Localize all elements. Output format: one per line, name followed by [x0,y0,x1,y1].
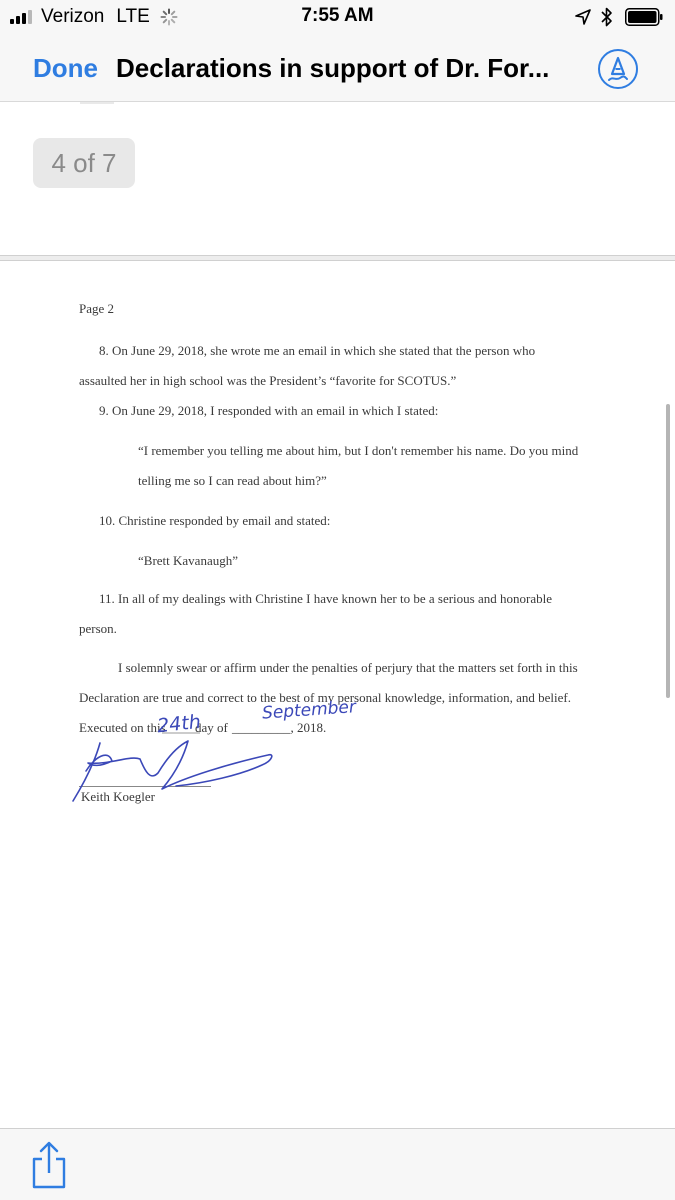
status-bar [0,0,675,34]
executed-middle: day of [195,720,228,735]
share-button[interactable] [30,1141,68,1189]
signer-name: Keith Koegler [81,789,156,804]
network-type: LTE [116,6,150,27]
paragraph-11-line-1: 11. In all of my dealings with Christine I have known her to be a serious and honorable [99,591,552,606]
done-button[interactable]: Done [33,53,98,83]
share-icon [30,1141,68,1189]
document-viewport[interactable] [0,102,675,1128]
paragraph-10: 10. Christine responded by email and stated: [99,513,331,528]
executed-prefix: Executed on this [79,720,166,735]
markup-pen-icon [606,56,630,82]
bluetooth-icon [601,7,613,27]
paragraph-11-line-2: person. [79,621,117,636]
oath-line-2: Declaration are true and correct to the best of my personal knowledge, information, and belief. [79,690,572,705]
location-icon [575,9,591,25]
handwritten-day: 24th [156,710,202,738]
quote-9-line-1: “I remember you telling me about him, but I don't remember his name. Do you mind [138,443,579,458]
signature-scrawl [73,741,272,801]
status-time: 7:55 AM [301,5,374,26]
status-right [575,6,663,28]
current-page [0,260,675,1128]
oath-line-1: I solemnly swear or affirm under the penalties of perjury that the matters set forth in this [118,660,578,675]
handwritten-month: September [261,697,357,724]
previous-page-text-remnant [80,102,114,104]
paragraph-8-line-1: 8. On June 29, 2018, she wrote me an email in which she stated that the person who [99,343,536,358]
navigation-bar [0,34,675,102]
previous-page [0,102,675,256]
markup-button[interactable] [598,49,638,89]
quote-9-line-2: telling me so I can read about him?” [138,473,327,488]
battery-icon [625,8,663,26]
carrier-name: Verizon [41,6,105,27]
handwritten-annotations [0,261,675,861]
paragraph-9: 9. On June 29, 2018, I responded with an email in which I stated: [99,403,439,418]
vertical-scrollbar[interactable] [666,404,670,698]
page-label: Page 2 [79,301,115,316]
document-title: Declarations in support of Dr. For... [116,53,550,83]
executed-suffix: _________, 2018. [232,720,327,735]
bottom-toolbar [0,1128,675,1200]
quote-10: “Brett Kavanaugh” [138,553,238,568]
paragraph-8-line-2: assaulted her in high school was the President’s “favorite for SCOTUS.” [79,373,457,388]
page-indicator: 4 of 7 [33,138,135,188]
